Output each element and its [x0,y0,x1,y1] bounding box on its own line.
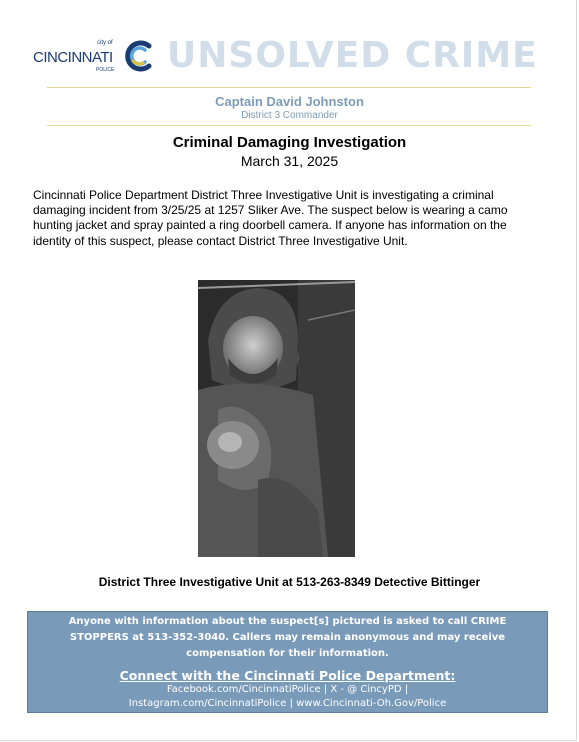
bottom-divider [47,125,531,126]
logo-cincinnati: CINCINNATI [33,49,113,66]
crime-stoppers-box [27,611,548,713]
logo-police: POLICE [96,67,115,73]
crime-stoppers-message: Anyone with information about the suspect[s] pictured is asked to call CRIME STOPPERS at 513-352-3040. Callers may remain anonymous and may receive compensation for their information. [68,616,507,659]
top-divider [47,87,531,88]
cincinnati-police-logo [33,38,161,76]
commander-title: District 3 Commander [241,110,338,121]
commander-name: Captain David Johnston [215,94,364,109]
investigation-date: March 31, 2025 [240,153,339,169]
connect-heading[interactable]: Connect with the Cincinnati Police Department: [119,668,456,683]
investigation-description: Cincinnati Police Department District Three Investigative Unit is investigating a criminal damaging incident from 3/25/25 at 1257 Sliker Ave. The suspect below is wearing a camo hunting jacket and spray painted a ring doorbell camera. If anyone has information on the identity of this suspect, please contact District Three Investigative Unit. [33,188,508,248]
investigation-title: Criminal Damaging Investigation [172,134,407,151]
social-links-line-1[interactable]: Facebook.com/CincinnatiPolice | X - @ CincyPD | [166,684,409,695]
c-swirl-icon [121,39,155,73]
unsolved-crime-banner: UNSOLVED CRIME [167,35,538,76]
logo-city-of: city of [97,40,113,46]
social-links-line-2[interactable]: Instagram.com/CincinnatiPolice | www.Cincinnati-Oh.Gov/Police [128,698,447,709]
flyer-header [30,36,550,78]
suspect-photo [198,280,355,557]
suspect-photo-image [198,280,355,557]
investigator-contact: District Three Investigative Unit at 513-263-8349 Detective Bittinger [98,575,481,589]
